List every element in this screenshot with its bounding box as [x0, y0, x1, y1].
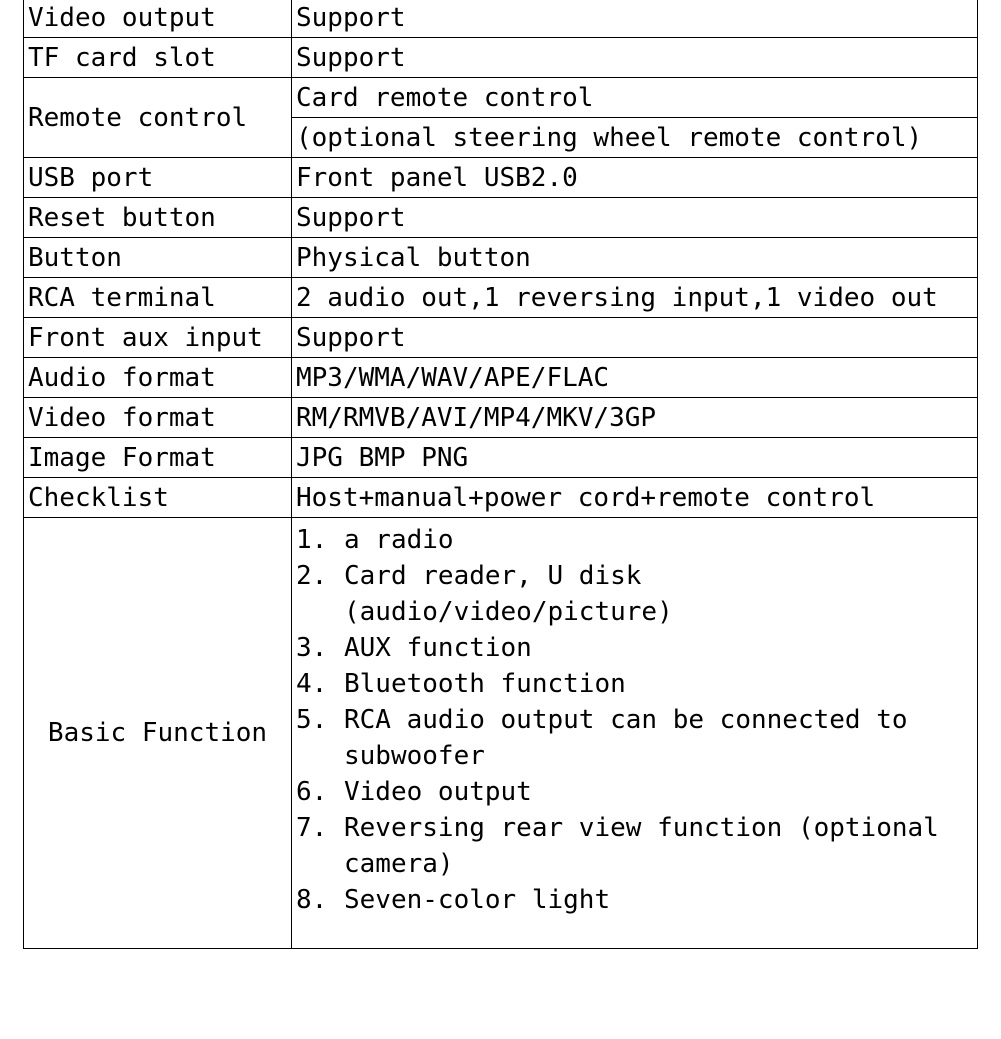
list-item-text: a radio	[344, 525, 454, 555]
spec-value: Support	[292, 0, 978, 38]
list-item-number: 5.	[296, 705, 328, 735]
table-row	[24, 438, 978, 478]
spec-value: Card remote control	[292, 78, 978, 118]
spec-value: Support	[292, 318, 978, 358]
spec-name: Video output	[24, 0, 292, 38]
spec-name: Checklist	[24, 478, 292, 518]
table-row	[24, 278, 978, 318]
table-row	[24, 78, 978, 118]
table-row	[24, 0, 978, 38]
list-item-number: 7.	[296, 813, 328, 843]
list-item-number: 6.	[296, 777, 328, 807]
basic-function-list-cell	[292, 518, 978, 949]
spec-name: Audio format	[24, 358, 292, 398]
table-row	[24, 238, 978, 278]
spec-table	[23, 0, 978, 949]
list-item	[296, 810, 973, 882]
spec-name: Reset button	[24, 198, 292, 238]
list-item-text: Card reader, U disk (audio/video/picture)	[344, 561, 673, 627]
list-item	[296, 630, 973, 666]
list-item-text: Reversing rear view function (optional camera)	[344, 813, 939, 879]
list-item-text: AUX function	[344, 633, 532, 663]
spec-value: Support	[292, 198, 978, 238]
list-item-text: RCA audio output can be connected to subwoofer	[344, 705, 908, 771]
spec-value: 2 audio out,1 reversing input,1 video out	[292, 278, 978, 318]
spec-value: (optional steering wheel remote control)	[292, 118, 978, 158]
table-row	[24, 158, 978, 198]
list-item-number: 3.	[296, 633, 328, 663]
spec-value: Front panel USB2.0	[292, 158, 978, 198]
basic-function-list	[296, 522, 973, 918]
spec-value: Host+manual+power cord+remote control	[292, 478, 978, 518]
list-item	[296, 702, 973, 774]
spec-name: USB port	[24, 158, 292, 198]
table-row	[24, 358, 978, 398]
spec-name: RCA terminal	[24, 278, 292, 318]
spec-value: Support	[292, 38, 978, 78]
spec-name: Image Format	[24, 438, 292, 478]
table-row	[24, 318, 978, 358]
spec-value: Physical button	[292, 238, 978, 278]
list-item-text: Video output	[344, 777, 532, 807]
list-item	[296, 522, 973, 558]
list-item-text: Seven-color light	[344, 885, 611, 915]
list-item-text: Bluetooth function	[344, 669, 626, 699]
spec-value: JPG BMP PNG	[292, 438, 978, 478]
list-item-number: 2.	[296, 561, 328, 591]
table-row	[24, 198, 978, 238]
spec-value: RM/RMVB/AVI/MP4/MKV/3GP	[292, 398, 978, 438]
table-row	[24, 518, 978, 949]
list-item	[296, 774, 973, 810]
spec-name: Button	[24, 238, 292, 278]
spec-name: Video format	[24, 398, 292, 438]
spec-name: Remote control	[24, 78, 292, 158]
table-row	[24, 478, 978, 518]
table-row	[24, 38, 978, 78]
list-item	[296, 882, 973, 918]
list-item	[296, 558, 973, 630]
spec-name: Front aux input	[24, 318, 292, 358]
list-item-number: 4.	[296, 669, 328, 699]
list-item-number: 1.	[296, 525, 328, 555]
list-item	[296, 666, 973, 702]
spec-name: TF card slot	[24, 38, 292, 78]
list-item-number: 8.	[296, 885, 328, 915]
table-row	[24, 398, 978, 438]
spec-value: MP3/WMA/WAV/APE/FLAC	[292, 358, 978, 398]
basic-function-label: Basic Function	[24, 518, 292, 949]
